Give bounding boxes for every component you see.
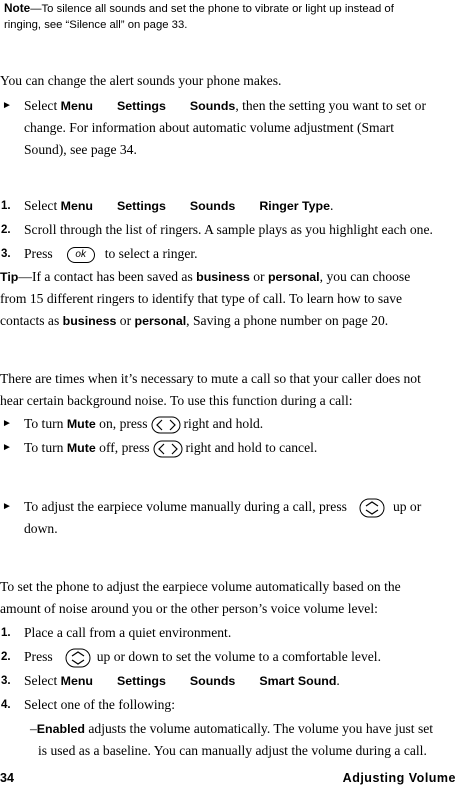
tip-label: Tip: [0, 270, 19, 284]
smart-step-2: 2. Press up or down to set the volume to a comfortable level.: [0, 646, 459, 668]
note-text-1: —To silence all sounds and set the phone to vibrate or light up instead of: [30, 3, 394, 15]
mute-intro: There are times when it’s necessary to mute a call so that your caller does not hear certain background noise. To use this function during a call:: [0, 371, 421, 408]
bullet-earpiece: ► To adjust the earpiece volume manually during a call, press up or down.: [0, 496, 459, 540]
ok-key-icon: ok: [67, 247, 95, 263]
bullet-arrow-icon: ►: [2, 418, 12, 429]
note-block: [4, 0, 456, 33]
bullet-arrow-icon: ►: [2, 100, 12, 111]
smart-step-1: 1. Place a call from a quiet environment.: [1, 625, 232, 640]
page-number: 34: [0, 771, 14, 785]
step-1: 1. Select Menu Settings Sounds Ringer Type.: [1, 198, 334, 213]
smart-step-4: 4. Select one of the following:: [1, 697, 176, 712]
tip-block: Tip—If a contact has been saved as business or personal, you can choose from 15 different ringers to identify that type of call. To learn how to save contacts as business or personal, Saving a phone number on page 20.: [0, 269, 411, 328]
bullet-change-sounds: ► Select Menu Settings Sounds, then the setting you want to set or change. For information about automatic volume adjustment (Smart Sound), see page 34.: [0, 95, 459, 161]
alert-intro: You can change the alert sounds your phone makes.: [0, 73, 282, 88]
nav-left-right-key-icon: [151, 416, 181, 434]
smart-intro: To set the phone to adjust the earpiece volume automatically based on the amount of noise around you or the other person’s voice volume level:: [0, 579, 401, 616]
note-label: Note: [4, 1, 31, 15]
bullet-mute-on: ► To turn Mute on, press right and hold.: [0, 413, 459, 435]
enabled-option: –Enabled adjusts the volume automatically. The volume you have just set is used as a baseline. You can manually adjust the volume during a call.: [30, 721, 434, 758]
section-title: Adjusting Volume: [342, 771, 456, 785]
nav-up-down-key-icon: [359, 498, 385, 518]
nav-up-down-key-icon: [65, 648, 91, 668]
note-text-2: ringing, see “Silence all” on page 33.: [4, 19, 188, 31]
bullet-arrow-icon: ►: [2, 501, 12, 512]
step-3: 3. Press ok to select a ringer.: [1, 246, 198, 261]
bullet-arrow-icon: ►: [2, 442, 12, 453]
bullet-mute-off: ► To turn Mute off, press right and hold to cancel.: [0, 437, 459, 459]
step-2: 2. Scroll through the list of ringers. A sample plays as you highlight each one.: [1, 222, 433, 237]
nav-left-right-key-icon: [153, 440, 183, 458]
smart-step-3: 3. Select Menu Settings Sounds Smart Sound.: [1, 673, 340, 688]
